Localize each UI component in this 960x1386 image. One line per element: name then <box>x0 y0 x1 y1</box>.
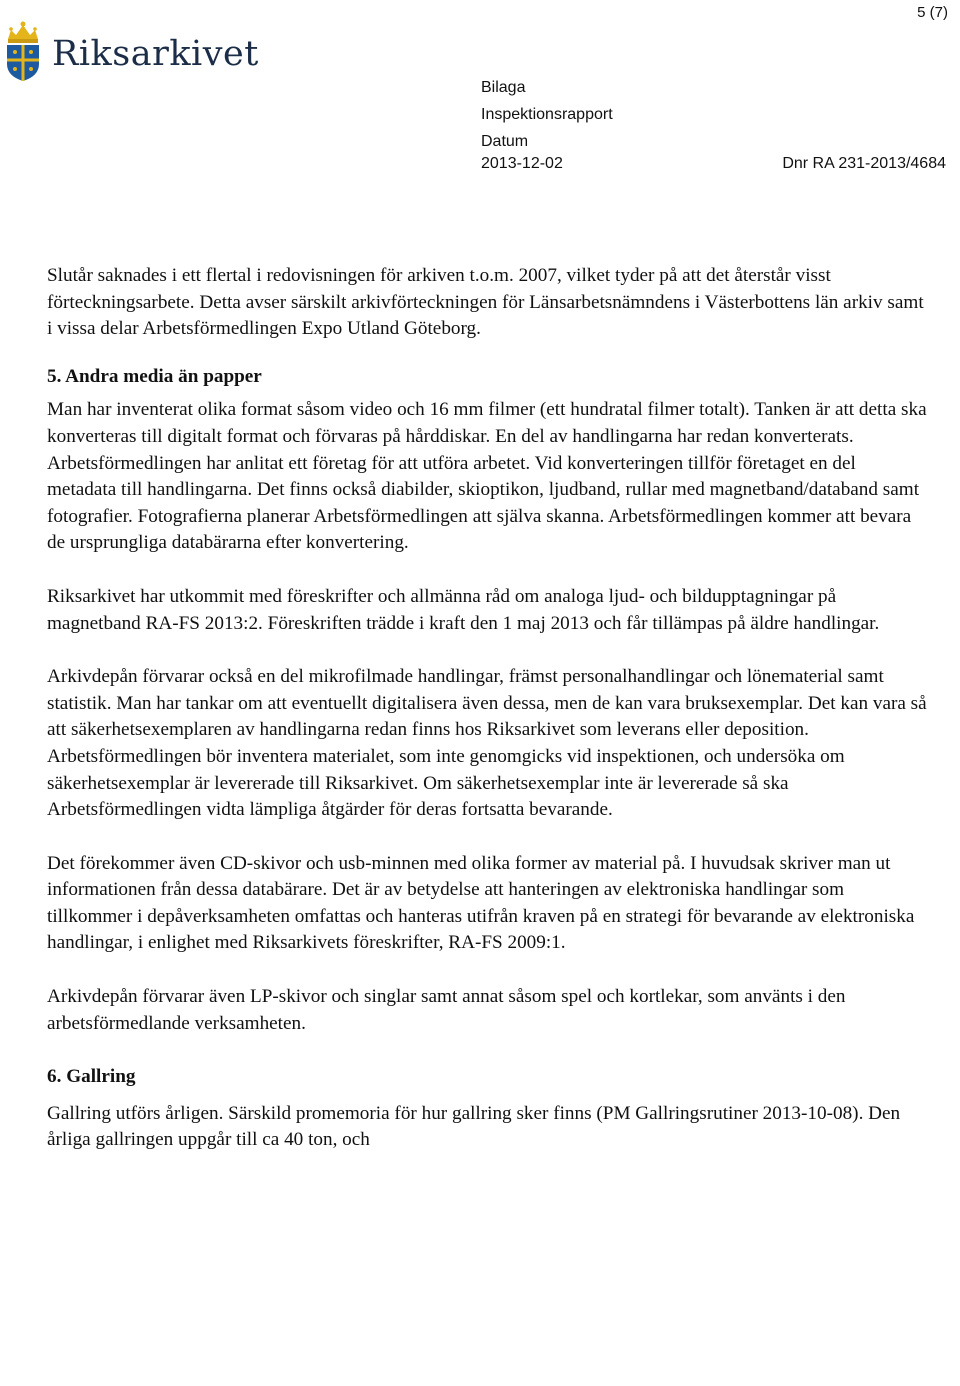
attachment-label: Bilaga <box>481 79 526 96</box>
logo-wordmark: Riksarkivet <box>52 34 259 74</box>
riksarkivet-logo <box>2 20 259 82</box>
crest-icon <box>2 20 44 82</box>
section-5-paragraph-3: Arkivdepån förvarar också en del mikrofilmade handlingar, främst personalhandlingar och lönematerial samt statistik. Man har tankar om att eventuellt digitalisera även dessa, men de kan vara bruksexemplar. Det kan vara så att säkerhetsexemplaren av handlingarna redan finns hos Riksarkivet som leverans eller deposition. Arbetsförmedlingen bör inventera materialet, som inte genomgicks vid inspektionen, och undersöka om säkerhetsexemplar är levererade till Riksarkivet. Om säkerhetsexemplar inte är levererade så ska Arbetsförmedlingen vidta lämpliga åtgärder för deras fortsatta bevarande. <box>47 666 927 821</box>
section-6-heading: 6. Gallring <box>47 1066 136 1088</box>
document-date: 2013-12-02 <box>481 155 563 172</box>
section-5-paragraph-1: Man har inventerat olika format såsom video och 16 mm filmer (ett hundratal filmer totalt). Tanken är att detta ska konverteras till digitalt format och förvaras på hårddiskar. En del av handlingarna har redan konverterats. Arbetsförmedlingen har anlitat ett företag för att utföra arbetet. Vid konverteringen tillför företaget en del metadata till handlingarna. Det finns också diabilder, skioptikon, ljudband, rullar med magnetband/databand samt fotografier. Fotografierna planerar Arbetsförmedlingen att själva skanna. Arbetsförmedlingen kommer att bevara de ursprungliga databärarna efter konvertering. <box>47 399 927 554</box>
section-6-paragraph-1: Gallring utförs årligen. Särskild promemoria för hur gallring sker finns (PM Gallringsrutiner 2013-10-08). Den årliga gallringen uppgår till ca 40 ton, och <box>47 1102 901 1151</box>
registration-number: Dnr RA 231-2013/4684 <box>782 155 946 172</box>
section-5-paragraph-5: Arkivdepån förvarar även LP-skivor och singlar samt annat såsom spel och kortlekar, som använts i den arbetsförmedlande verksamheten. <box>47 986 846 1034</box>
date-label: Datum <box>481 133 529 150</box>
document-body <box>47 263 927 1154</box>
page-number: 5 (7) <box>917 4 948 21</box>
document-type: Inspektionsrapport <box>481 106 613 123</box>
section-5-heading: 5. Andra media än papper <box>47 365 262 387</box>
document-meta <box>481 74 613 155</box>
intro-paragraph: Slutår saknades i ett flertal i redovisningen för arkiven t.o.m. 2007, vilket tyder på att det återstår visst förteckningsarbete. Detta avser särskilt arkivförteckningen för Länsarbetsnämndens i Västerbottens län arkiv samt i vissa delar Arbetsförmedlingen Expo Utland Göteborg. <box>47 265 924 340</box>
section-5-paragraph-2: Riksarkivet har utkommit med föreskrifter och allmänna råd om analoga ljud- och bildupptagningar på magnetband RA-FS 2013:2. Föreskriften trädde i kraft den 1 maj 2013 och får tillämpas på äldre handlingar. <box>47 585 880 634</box>
section-5-paragraph-4: Det förekommer även CD-skivor och usb-minnen med olika former av material på. I huvudsak skriver man ut informationen från dessa databärare. Det är av betydelse att hanteringen av elektroniska handlingar som tillkommer i depåverksamheten omfattas och hanteras utifrån kraven på en strategi för bevarande av elektroniska handlingar, i enlighet med Riksarkivets föreskrifter, RA-FS 2009:1. <box>47 852 915 954</box>
